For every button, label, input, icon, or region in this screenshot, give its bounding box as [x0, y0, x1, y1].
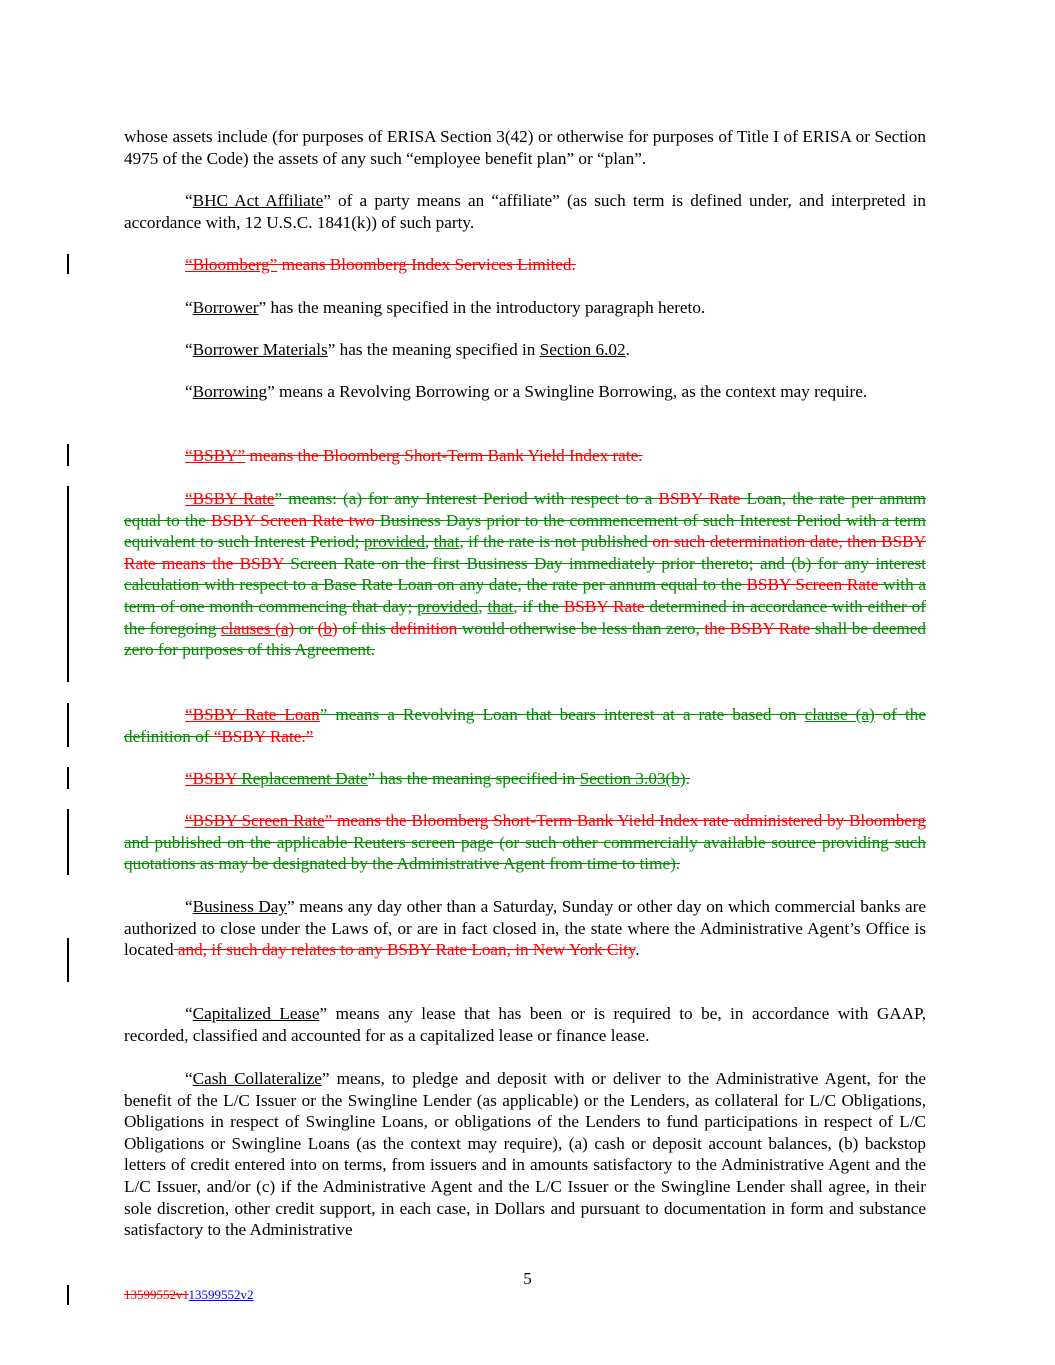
deleted-text: determined in accordance with either of the foregoing — [124, 596, 926, 638]
deleted-text: definition — [390, 618, 458, 638]
deleted-text: , if the rate is not published — [459, 532, 653, 552]
definition-borrower-materials — [124, 339, 926, 361]
deleted-text: clauses (a) — [220, 618, 295, 638]
paragraph-text: whose assets include (for purposes of ERISA Section 3(42) or otherwise for purposes of Title I of ERISA or Section 4975 of the Code) the assets of any such “employee benefit plan” or “plan”. — [124, 127, 926, 168]
definition-business-day — [124, 896, 926, 961]
deleted-text: ” means: (a) for any Interest Period with respect to a — [274, 489, 659, 508]
quote-open: “ — [185, 191, 193, 210]
deleted-text: of this — [337, 618, 391, 638]
definition-bsby-rate-loan-deleted — [124, 704, 926, 747]
deleted-text: ” means the Bloomberg Short-Term Bank Yield Index rate administered by Bloomberg — [324, 811, 926, 830]
deleted-term: “BSBY Rate — [185, 489, 275, 508]
deleted-text: of the definition of — [124, 705, 926, 746]
deleted-term: “BSBY” — [185, 446, 246, 465]
quote-open: “ — [185, 382, 193, 401]
deleted-text: (b) — [317, 618, 338, 638]
definition-bsby-screen-rate-deleted — [124, 810, 926, 875]
definition-cash-collateralize — [124, 1068, 926, 1241]
definition-bsby-deleted — [124, 445, 926, 467]
deleted-text: BSBY Rate — [658, 489, 741, 508]
deleted-text: and published on the applicable Reuters screen page (or such other commercially available source providing such quotations as may be designated by the Administrative Agent from time to time). — [124, 832, 926, 874]
defined-term: Business Day — [192, 897, 287, 916]
deleted-text: provided — [363, 532, 425, 552]
deleted-text: BSBY Screen Rate two — [210, 510, 375, 530]
change-bar — [67, 938, 69, 982]
deleted-text: “BSBY Rate.” — [213, 726, 314, 746]
new-document-id: 13599552v2 — [188, 1287, 254, 1302]
definition-capitalized-lease — [124, 1003, 926, 1046]
page-number: 5 — [523, 1269, 532, 1288]
period: . — [635, 940, 640, 960]
deleted-text: Screen Rate on the first Business Day immediately prior thereto; and (b) for any interest calculation with respect to a Base Rate Loan on any date, the rate per annum equal to the — [124, 553, 926, 595]
deleted-text: , if the — [513, 596, 564, 616]
change-bar — [67, 486, 69, 682]
quote-open: “ — [185, 340, 193, 359]
deleted-text: . — [685, 769, 690, 788]
definition-text: ” means any lease that has been or is required to be, in accordance with GAAP, recorded, classified and accounted for as a capitalized lease or finance lease. — [124, 1004, 927, 1045]
defined-term: BHC Act Affiliate — [192, 191, 324, 210]
quote-open: “ — [185, 1069, 193, 1088]
deleted-text: the BSBY Rate — [704, 618, 811, 638]
deleted-text: BSBY Screen Rate — [746, 575, 879, 595]
deleted-text: Loan, the rate per annum equal to the — [124, 489, 926, 530]
definition-text: ” has the meaning specified in — [327, 340, 540, 359]
defined-term: Borrower Materials — [192, 340, 328, 359]
definition-text: ” of a party means an “affiliate” (as such term is defined under, and interpreted in accordance with, 12 U.S.C. 1841(k)) of such party. — [124, 191, 926, 232]
deleted-text: that — [487, 596, 514, 616]
deleted-text: and, if such day relates to any BSBY Rate Loan, in New York City — [173, 940, 636, 960]
deleted-text: provided — [417, 596, 479, 616]
deleted-text: BSBY Rate — [563, 596, 645, 616]
definition-bhc-act-affiliate — [124, 190, 926, 233]
document-id-footer — [124, 1287, 254, 1303]
deleted-text: Business Days prior to the commencement of such Interest Period with a term equivalent to such Interest Period; — [124, 510, 926, 552]
period: . — [625, 340, 630, 359]
definition-text: ” means, to pledge and deposit with or deliver to the Administrative Agent, for the benefit of the L/C Issuer or the Swingline Lender (as applicable) or the Lenders, as collateral for L/C Obligations, Obligations in respect of Swingline Loans, or obligations of the Lenders to fund participations in respect of L/C Obligations or Swingline Loans (as the context may require), (a) cash or deposit account balances, (b) backstop letters of credit entered into on terms, from issuers and in amounts satisfactory to the Administrative Agent and the L/C Issuer, and/or (c) if the Administrative Agent and the L/C Issuer or the Swingline Lender shall agree, in their sole discretion, other credit support, in each case, in Dollars and pursuant to documentation in form and substance satisfactory to the Administrative — [124, 1069, 926, 1240]
deleted-term: “Bloomberg” — [185, 255, 278, 274]
definition-bsby-replacement-date-deleted — [124, 768, 926, 790]
deleted-text: , — [424, 532, 434, 552]
change-bar — [67, 703, 69, 747]
quote-open: “ — [185, 897, 193, 916]
change-bar — [67, 809, 69, 875]
deleted-term: “BSBY — [185, 769, 237, 788]
definition-borrowing — [124, 381, 926, 403]
deleted-text: on such determination date, then BSBY Rate means the BSBY — [124, 532, 926, 573]
defined-term: Capitalized Lease — [192, 1004, 320, 1023]
definition-text: ” means any day other than a Saturday, Sunday or other day on which commercial banks are authorized to close under the Laws of, or are in fact closed in, the state where the Administrative Agent’s Office is located — [124, 897, 926, 960]
section-reference: Section 6.02 — [539, 340, 626, 359]
defined-term: Cash Collateralize — [192, 1069, 322, 1088]
deleted-text: shall be deemed zero for purposes of this Agreement. — [124, 618, 926, 660]
deleted-text: clause (a) — [804, 705, 875, 724]
change-bar — [67, 767, 69, 789]
deleted-text: would otherwise be less than zero, — [457, 618, 705, 638]
change-bar — [67, 254, 69, 274]
definition-text: ” has the meaning specified in the introductory paragraph hereto. — [258, 298, 706, 317]
definition-text: ” means a Revolving Borrowing or a Swingline Borrowing, as the context may require. — [267, 382, 868, 401]
deleted-term: Replacement Date — [236, 769, 368, 788]
quote-open: “ — [185, 298, 193, 317]
defined-term: Borrowing — [192, 382, 268, 401]
deleted-term: “BSBY Screen Rate — [185, 811, 325, 830]
deleted-text: Section 3.03(b) — [579, 769, 686, 788]
deleted-text: ” has the meaning specified in — [367, 769, 580, 788]
deleted-text: means the Bloomberg Short-Term Bank Yield Index rate. — [245, 446, 643, 465]
old-document-id: 13599552v1 — [124, 1287, 189, 1302]
quote-open: “ — [185, 1004, 193, 1023]
deleted-term: “BSBY Rate Loan — [185, 705, 320, 724]
deleted-text: ” means a Revolving Loan that bears interest at a rate based on — [319, 705, 805, 724]
change-bar — [67, 444, 69, 466]
deleted-text: means Bloomberg Index Services Limited. — [277, 255, 576, 274]
definition-bsby-rate-deleted — [124, 488, 926, 661]
paragraph-erisa-continuation — [124, 126, 926, 169]
defined-term: Borrower — [192, 298, 259, 317]
deleted-text: with a term of one month commencing that day; — [124, 575, 926, 616]
deleted-text: or — [294, 618, 318, 638]
definition-borrower — [124, 297, 926, 319]
deleted-text: , — [478, 596, 488, 616]
deleted-text: that — [433, 532, 460, 552]
definition-bloomberg-deleted — [124, 254, 926, 276]
